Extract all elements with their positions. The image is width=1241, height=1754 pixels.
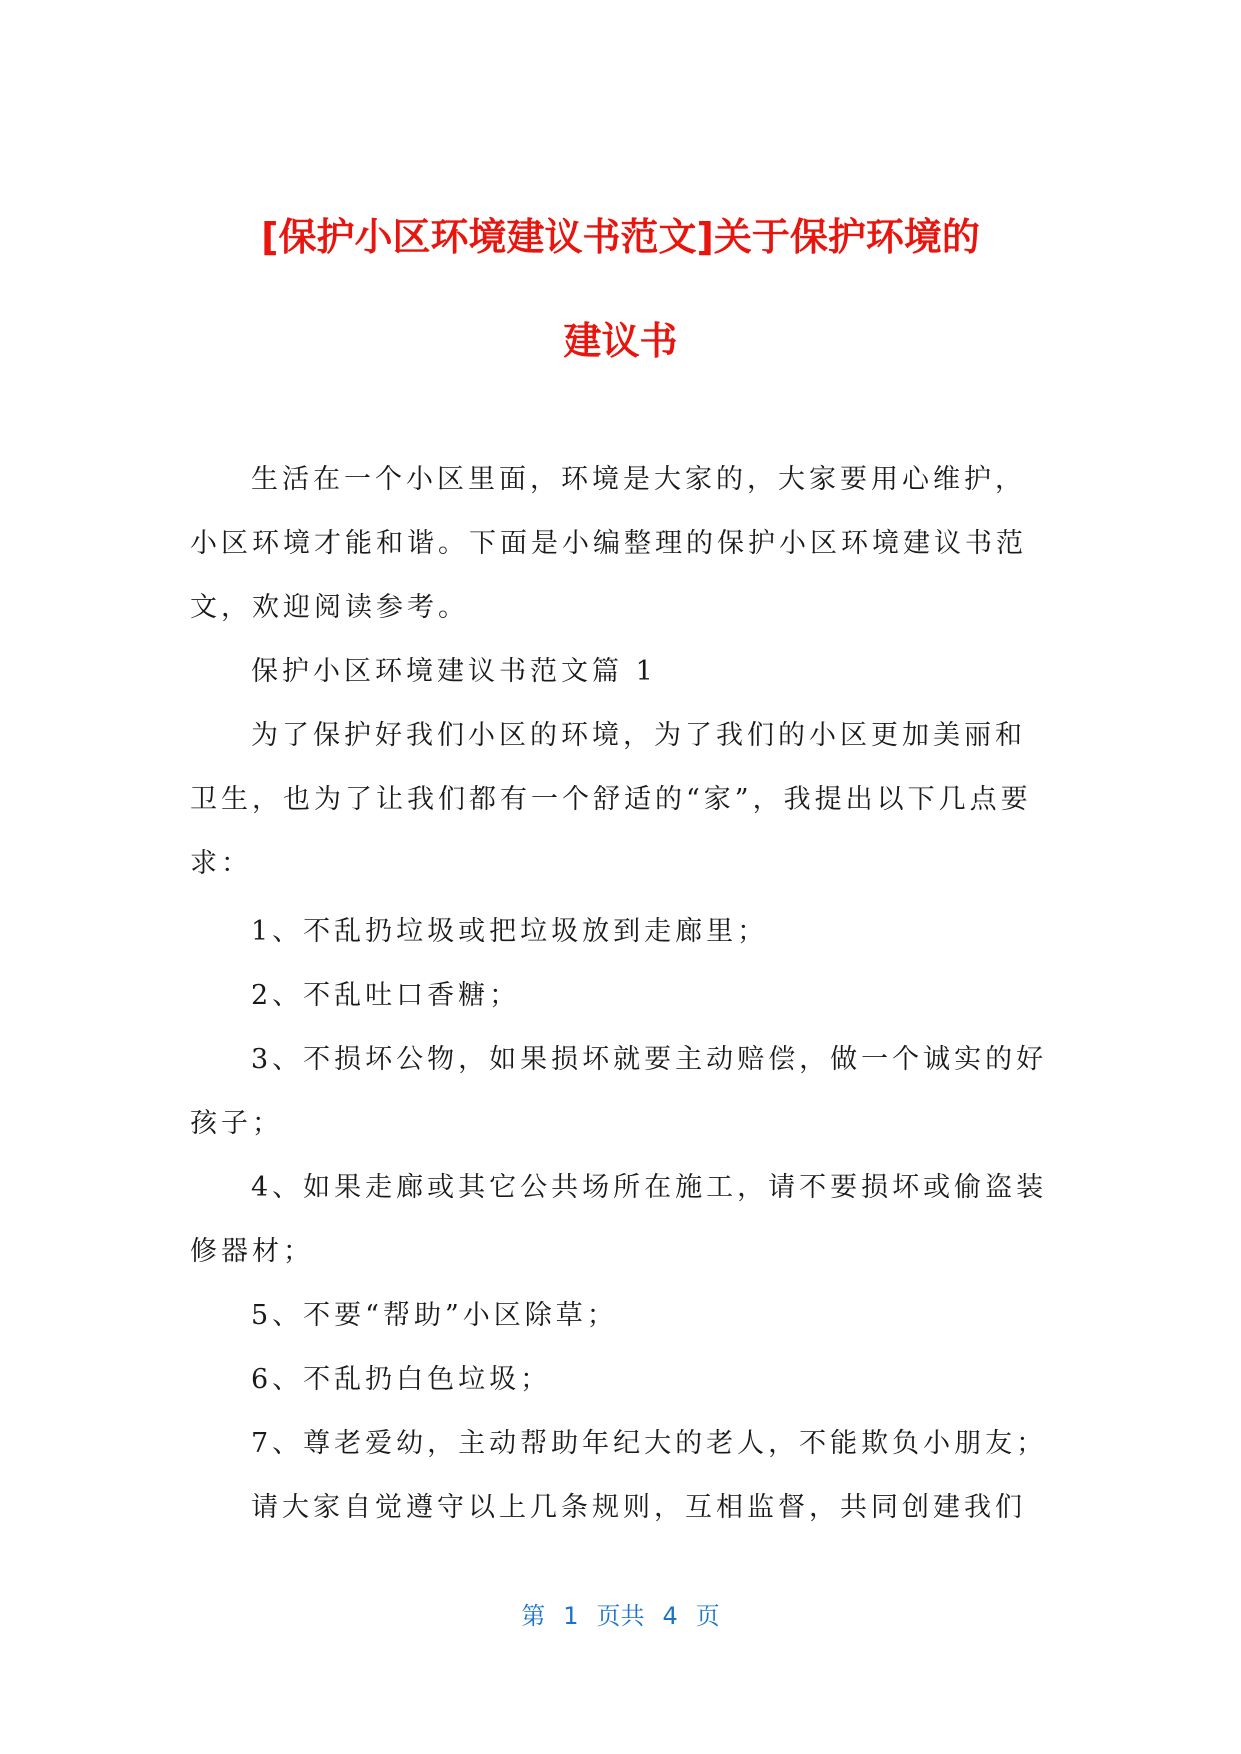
list-item-4: 4、如果走廊或其它公共场所在施工，请不要损坏或偷盗装修器材； [190, 1172, 1048, 1267]
document-body [190, 448, 1050, 1540]
list-item-5: 5、不要“帮助”小区除草； [251, 1300, 618, 1331]
footer-suffix: 页 [695, 1602, 720, 1630]
footer-total-pages: 4 [662, 1602, 678, 1630]
list-item-1: 1、不乱扔垃圾或把垃圾放到走廊里； [251, 916, 769, 947]
list-item-2: 2、不乱吐口香糖； [251, 980, 521, 1011]
paragraph-section-heading: 保护小区环境建议书范文篇 1 [251, 656, 657, 687]
page-footer [0, 1596, 1241, 1631]
list-item-7: 7、尊老爱幼，主动帮助年纪大的老人，不能欺负小朋友； [251, 1428, 1048, 1459]
paragraph-closing: 请大家自觉遵守以上几条规则，互相监督，共同创建我们 [251, 1492, 1026, 1523]
title-line-2: 建议书 [563, 319, 678, 363]
footer-current-page: 1 [563, 1602, 579, 1630]
paragraph-intro: 生活在一个小区里面，环境是大家的，大家要用心维护，小区环境才能和谐。下面是小编整理的保护小区环境建议书范文，欢迎阅读参考。 [190, 464, 1027, 623]
list-item-6: 6、不乱扔白色垃圾； [251, 1364, 552, 1395]
title-line-1: [保护小区环境建议书范文]关于保护环境的 [261, 215, 980, 259]
document-title [160, 185, 1081, 393]
paragraph-requirements-intro: 为了保护好我们小区的环境，为了我们的小区更加美丽和卫生，也为了让我们都有一个舒适的“家”，我提出以下几点要求： [190, 720, 1032, 879]
list-item-3: 3、不损坏公物，如果损坏就要主动赔偿，做一个诚实的好孩子； [190, 1044, 1048, 1139]
footer-prefix: 第 [521, 1602, 546, 1630]
footer-mid: 页共 [596, 1602, 645, 1630]
